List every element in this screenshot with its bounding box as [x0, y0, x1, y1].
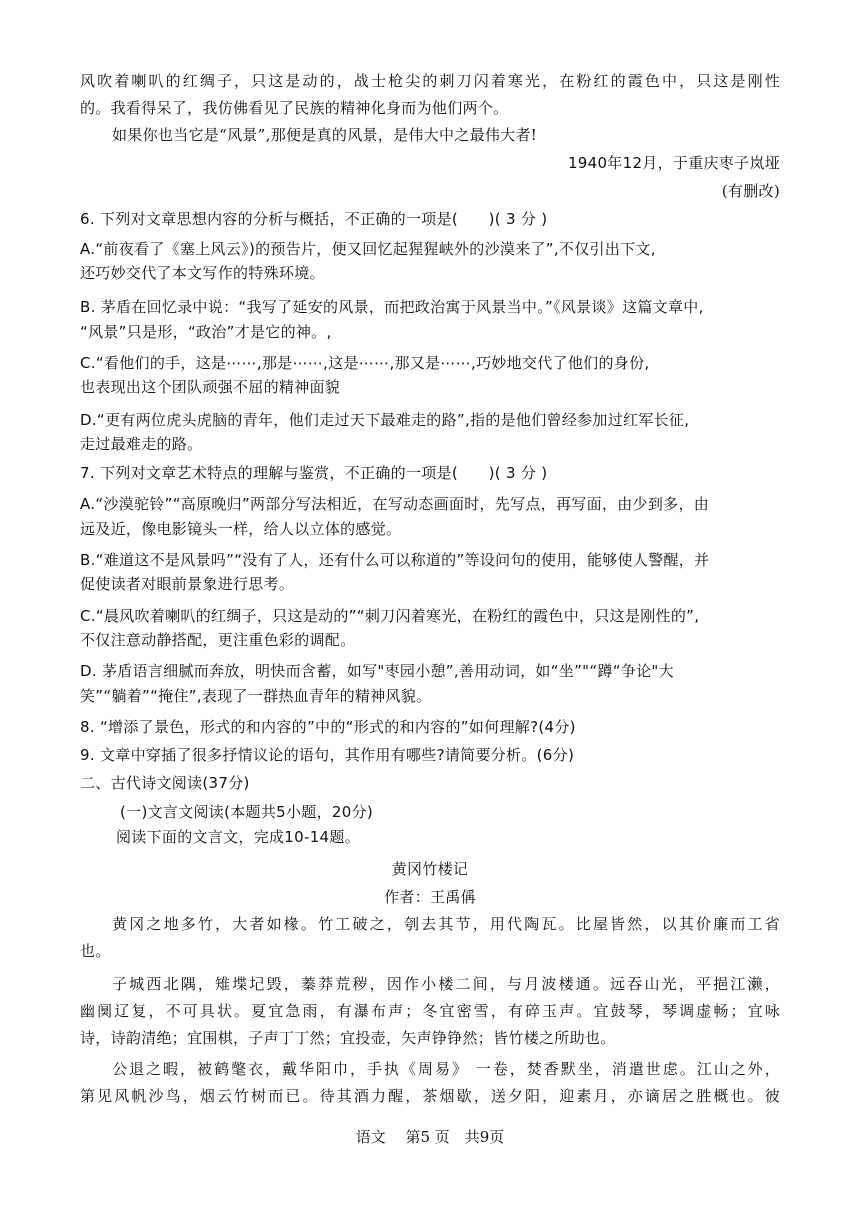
classical-title: 黄冈竹楼记: [391, 860, 469, 878]
page-footer: 语文 第5 页 共9页: [355, 1128, 505, 1146]
option-line: “风景”只是形，“政治”才是它的神。,: [80, 323, 332, 341]
option-line: D.“更有两位虎头虎脑的青年，他们走过天下最难走的路”,指的是他们曾经参加过红军长征,: [80, 411, 690, 429]
classical-line: 第见风帆沙鸟，烟云竹树而已。待其酒力醒，茶烟歇，送夕阳，迎素月，亦谪居之胜概也。彼: [80, 1087, 780, 1105]
option-line: C.“晨风吹着喇叭的红绸子，只这是动的”“刺刀闪着寒光，在粉红的霞色中，只这是刚性的”,: [80, 607, 700, 625]
option-line: C.“看他们的手，这是⋯⋯,那是⋯⋯,这是⋯⋯,那又是⋯⋯,巧妙地交代了他们的身份,: [80, 354, 650, 372]
classical-line: 也。: [80, 942, 111, 960]
subsection-heading: (一)文言文阅读(本题共5小题，20分): [120, 803, 374, 821]
option-line: 还巧妙交代了本文写作的特殊环境。: [80, 264, 325, 282]
classical-line: 诗，诗韵清绝；宜围棋，子声丁丁然；宜投壶，矢声铮铮然；皆竹楼之所助也。: [80, 1029, 616, 1047]
option-line: D. 茅盾语言细腻而奔放，明快而含蓄，如写"枣园小憩”,善用动词，如“坐”"“蹲“争论"大: [80, 662, 674, 680]
option-line: 走过最难走的路。: [80, 435, 203, 453]
classical-line: 幽阒辽复，不可具状。夏宜急雨，有瀑布声；冬宜密雪，有碎玉声。宜鼓琴，琴调虚畅；宜咏: [80, 1002, 780, 1020]
instruction: 阅读下面的文言文，完成10-14题。: [116, 828, 360, 846]
option-line: B. 茅盾在回忆录中说：“我写了延安的风景，而把政治寓于风景当中。”《风景谈》这篇文章中,: [80, 298, 704, 316]
question-6: 6. 下列对文章思想内容的分析与概括，不正确的一项是( )( 3 分 ): [80, 210, 548, 228]
option-line: 也表现出这个团队顽强不屈的精神面貌: [80, 378, 341, 396]
option-line: 不仅注意动静搭配，更注重色彩的调配。: [80, 631, 356, 649]
edit-note: (有删改): [721, 182, 780, 200]
passage-line: 的。我看得呆了，我仿佛看见了民族的精神化身而为他们两个。: [80, 99, 509, 117]
section-heading: 二、古代诗文阅读(37分): [80, 774, 250, 792]
option-line: 笑”“躺着”“掩住”,表现了一群热血青年的精神风貌。: [80, 687, 432, 705]
question-9: 9. 文章中穿插了很多抒情议论的语句，其作用有哪些?请简要分析。(6分): [80, 746, 575, 764]
option-line: 促使读者对眼前景象进行思考。: [80, 575, 295, 593]
classical-line: 公退之暇，被鹤氅衣，戴华阳巾，手执《周易》 一卷，焚香默坐，消遣世虑。江山之外，: [112, 1060, 780, 1078]
classical-line: 黄冈之地多竹，大者如椽。竹工破之，刳去其节，用代陶瓦。比屋皆然，以其价廉而工省: [112, 915, 780, 933]
passage-line: 如果你也当它是“风景”,那便是真的风景，是伟大中之最伟大者!: [112, 126, 538, 144]
option-line: B.“难道这不是风景吗”“没有了人，还有什么可以称道的”等设问句的使用，能够使人警醒，并: [80, 551, 710, 569]
option-line: 远及近，像电影镜头一样，给人以立体的感觉。: [80, 520, 402, 538]
passage-line: 风吹着喇叭的红绸子，只这是动的，战士枪尖的刺刀闪着寒光，在粉红的霞色中，只这是刚性: [80, 72, 780, 90]
question-7: 7. 下列对文章艺术特点的理解与鉴赏，不正确的一项是( )( 3 分 ): [80, 464, 548, 482]
signature: 1940年12月，于重庆枣子岚垭: [567, 154, 780, 172]
classical-line: 子城西北隅，雉堞圮毁，蓁莽荒秽，因作小楼二间，与月波楼通。远吞山光，平挹江濑，: [112, 975, 780, 993]
question-8: 8. “增添了景色，形式的和内容的”中的“形式的和内容的”如何理解?(4分): [80, 718, 576, 736]
classical-author: 作者：王禹偁: [384, 888, 476, 906]
option-line: A.“前夜看了《塞上风云》)的预告片，便又回忆起猩猩峡外的沙漠来了”,不仅引出下文,: [80, 240, 656, 258]
option-line: A.“沙漠驼铃”“高原晚归”两部分写法相近，在写动态画面时，先写点，再写面，由少到多，由: [80, 495, 710, 513]
